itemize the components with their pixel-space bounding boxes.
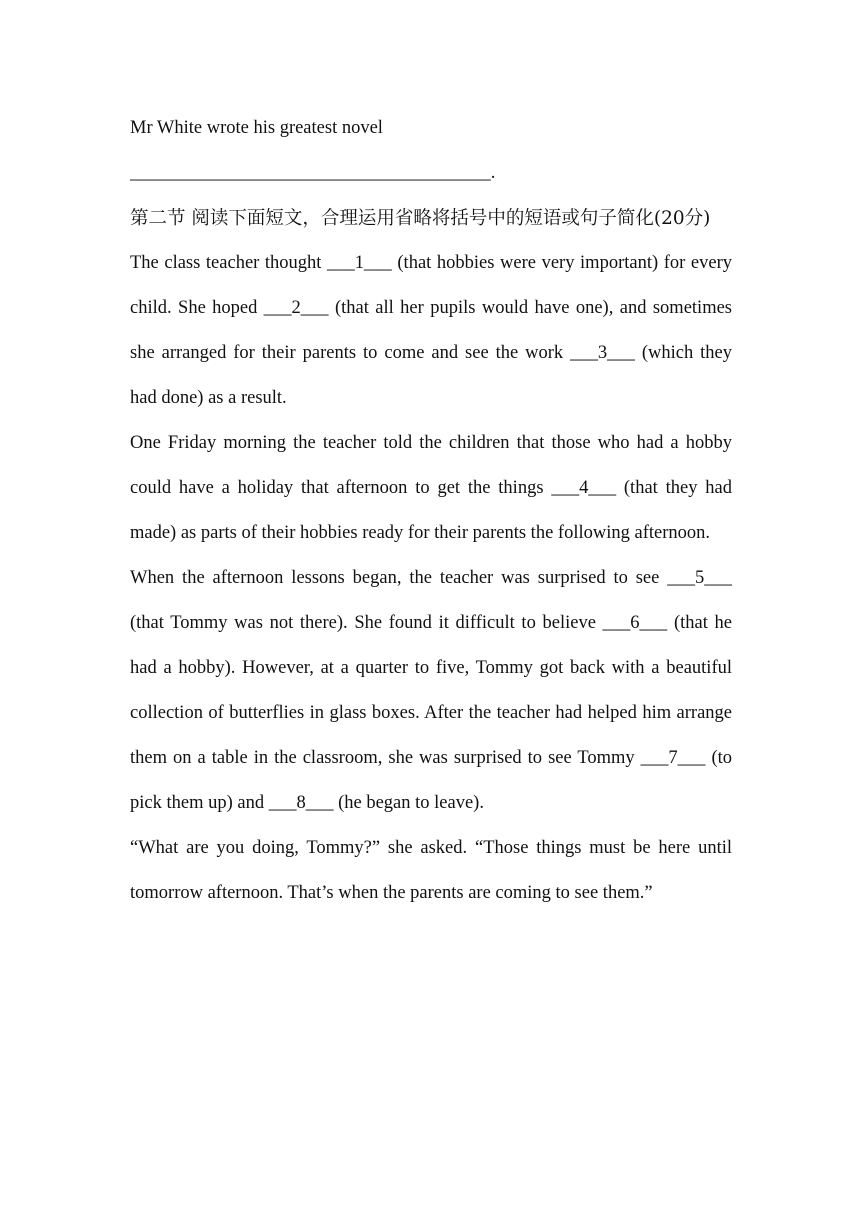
passage-paragraph-4: “What are you doing, Tommy?” she asked. “Those things must be here until tomorrow afternoon. That’s when the parents are coming to see them.”	[130, 838, 732, 903]
section-heading: 第二节 阅读下面短文，合理运用省略将括号中的短语或句子简化(20分)	[130, 208, 711, 229]
passage-paragraph-2: One Friday morning the teacher told the children that those who had a hobby could have a holiday that afternoon to get the things ___4___ (that they had made) as parts of their hobbies ready for their parents the following afternoon.	[130, 433, 732, 543]
passage-paragraph-1: The class teacher thought ___1___ (that hobbies were very important) for every child. She hoped ___2___ (that all her pupils would have one), and sometimes she arranged for their parents to come and see the work ___3___ (which they had done) as a result.	[130, 253, 732, 408]
document-page	[130, 106, 732, 916]
question-prompt: Mr White wrote his greatest novel	[130, 118, 383, 138]
answer-blank: _______________________________________.	[130, 163, 496, 183]
passage-paragraph-3: When the afternoon lessons began, the teacher was surprised to see ___5___ (that Tommy was not there). She found it difficult to believe ___6___ (that he had a hobby). However, at a quarter to five, Tommy got back with a beautiful collection of butterflies in glass boxes. After the teacher had helped him arrange them on a table in the classroom, she was surprised to see Tommy ___7___ (to pick them up) and ___8___ (he began to leave).	[130, 568, 732, 813]
